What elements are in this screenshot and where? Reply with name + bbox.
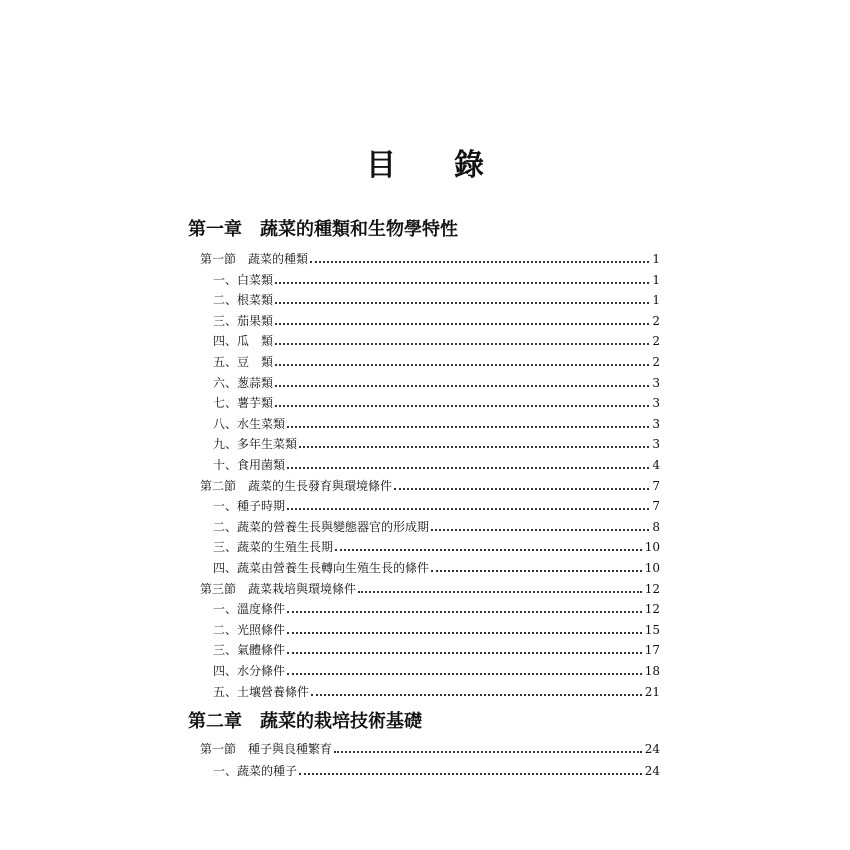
entry-page-number: 18: [644, 664, 660, 678]
entry-label: 一、種子時期: [213, 499, 286, 514]
dot-leader: [299, 446, 649, 448]
toc-item-entry: [0, 392, 660, 410]
dot-leader: [299, 773, 642, 775]
toc-item-entry: [0, 639, 660, 657]
entry-page-number: 3: [652, 416, 660, 431]
entry-label: 四、蔬菜由營養生長轉向生殖生長的條件: [213, 561, 430, 575]
entry-label: 一、蔬菜的種子: [213, 763, 298, 778]
entry-page-number: 1: [652, 272, 660, 287]
entry-page-number: 2: [652, 355, 660, 369]
entry-label: 四、水分條件: [213, 664, 286, 678]
toc-item-entry: [0, 372, 660, 390]
entry-page-number: 12: [644, 602, 660, 617]
entry-label: 七、薯芋類: [213, 396, 274, 411]
entry-page-number: 1: [652, 252, 660, 266]
entry-page-number: 24: [644, 763, 660, 778]
entry-page-number: 3: [652, 396, 660, 411]
entry-label: 三、蔬菜的生殖生長期: [213, 540, 334, 555]
entry-label: 八、水生菜類: [213, 416, 286, 431]
chapter-heading: 第二章 蔬菜的栽培技術基礎: [188, 711, 422, 732]
toc-item-entry: [0, 760, 660, 778]
entry-page-number: 3: [652, 437, 660, 452]
dot-leader: [287, 611, 642, 613]
toc-item-entry: [0, 351, 660, 369]
dot-leader: [287, 467, 649, 469]
entry-page-number: 1: [652, 293, 660, 308]
toc-item-entry: [0, 330, 660, 348]
entry-label: 三、氣體條件: [213, 643, 286, 658]
page-title: 目錄: [366, 148, 542, 183]
entry-label: 第一節 蔬菜的種類: [200, 252, 309, 266]
entry-label: 第三節 蔬菜栽培與環境條件: [200, 581, 357, 596]
entry-page-number: 24: [644, 742, 660, 756]
entry-page-number: 15: [644, 622, 660, 637]
toc-item-entry: [0, 454, 660, 472]
toc-item-entry: [0, 516, 660, 534]
dot-leader: [275, 364, 649, 366]
toc-item-entry: [0, 660, 660, 678]
entry-page-number: 3: [652, 375, 660, 390]
dot-leader: [358, 591, 642, 593]
entry-label: 第一節 種子與良種繁育: [200, 742, 333, 756]
toc-item-entry: [0, 269, 660, 287]
toc-item-entry: [0, 536, 660, 554]
dot-leader: [275, 323, 649, 325]
entry-label: 五、土壤營養條件: [213, 684, 310, 699]
dot-leader: [275, 405, 649, 407]
entry-page-number: 12: [644, 581, 660, 596]
toc-item-entry: [0, 289, 660, 307]
entry-label: 三、茄果類: [213, 313, 274, 328]
dot-leader: [287, 632, 642, 634]
entry-page-number: 10: [644, 540, 660, 555]
entry-label: 一、溫度條件: [213, 602, 286, 617]
dot-leader: [310, 261, 649, 263]
chapter-heading: 第一章 蔬菜的種類和生物學特性: [188, 219, 458, 240]
dot-leader: [275, 343, 649, 345]
toc-section-entry: [0, 738, 660, 756]
toc-item-entry: [0, 557, 660, 575]
entry-page-number: 8: [652, 519, 660, 534]
dot-leader: [275, 302, 649, 304]
toc-item-entry: [0, 619, 660, 637]
toc-item-entry: [0, 433, 660, 451]
dot-leader: [431, 570, 642, 572]
entry-page-number: 2: [652, 313, 660, 328]
entry-label: 六、葱蒜類: [213, 375, 274, 390]
entry-page-number: 4: [652, 458, 660, 472]
entry-label: 二、根菜類: [213, 293, 274, 308]
dot-leader: [287, 673, 642, 675]
entry-label: 二、蔬菜的營養生長與變態器官的形成期: [213, 519, 430, 534]
entry-label: 十、食用菌類: [213, 458, 286, 472]
entry-page-number: 21: [644, 684, 660, 699]
entry-label: 第二節 蔬菜的生長發育與環境條件: [200, 478, 393, 493]
dot-leader: [287, 652, 642, 654]
entry-label: 九、多年生菜類: [213, 437, 298, 452]
toc-item-entry: [0, 310, 660, 328]
toc-item-entry: [0, 413, 660, 431]
dot-leader: [287, 508, 649, 510]
toc-item-entry: [0, 495, 660, 513]
entry-page-number: 10: [644, 561, 660, 575]
toc-section-entry: [0, 578, 660, 596]
dot-leader: [311, 694, 642, 696]
toc-item-entry: [0, 598, 660, 616]
dot-leader: [431, 529, 649, 531]
dot-leader: [335, 549, 642, 551]
entry-page-number: 7: [652, 499, 660, 514]
dot-leader: [334, 751, 642, 753]
toc-section-entry: [0, 475, 660, 493]
entry-label: 四、瓜 類: [213, 334, 274, 349]
dot-leader: [287, 426, 649, 428]
entry-page-number: 7: [652, 478, 660, 493]
dot-leader: [275, 282, 649, 284]
entry-label: 二、光照條件: [213, 622, 286, 637]
entry-label: 一、白菜類: [213, 272, 274, 287]
entry-page-number: 2: [652, 334, 660, 349]
toc-item-entry: [0, 681, 660, 699]
dot-leader: [394, 488, 649, 490]
entry-page-number: 17: [644, 643, 660, 658]
entry-label: 五、豆 類: [213, 355, 274, 369]
toc-section-entry: [0, 248, 660, 266]
dot-leader: [275, 385, 649, 387]
